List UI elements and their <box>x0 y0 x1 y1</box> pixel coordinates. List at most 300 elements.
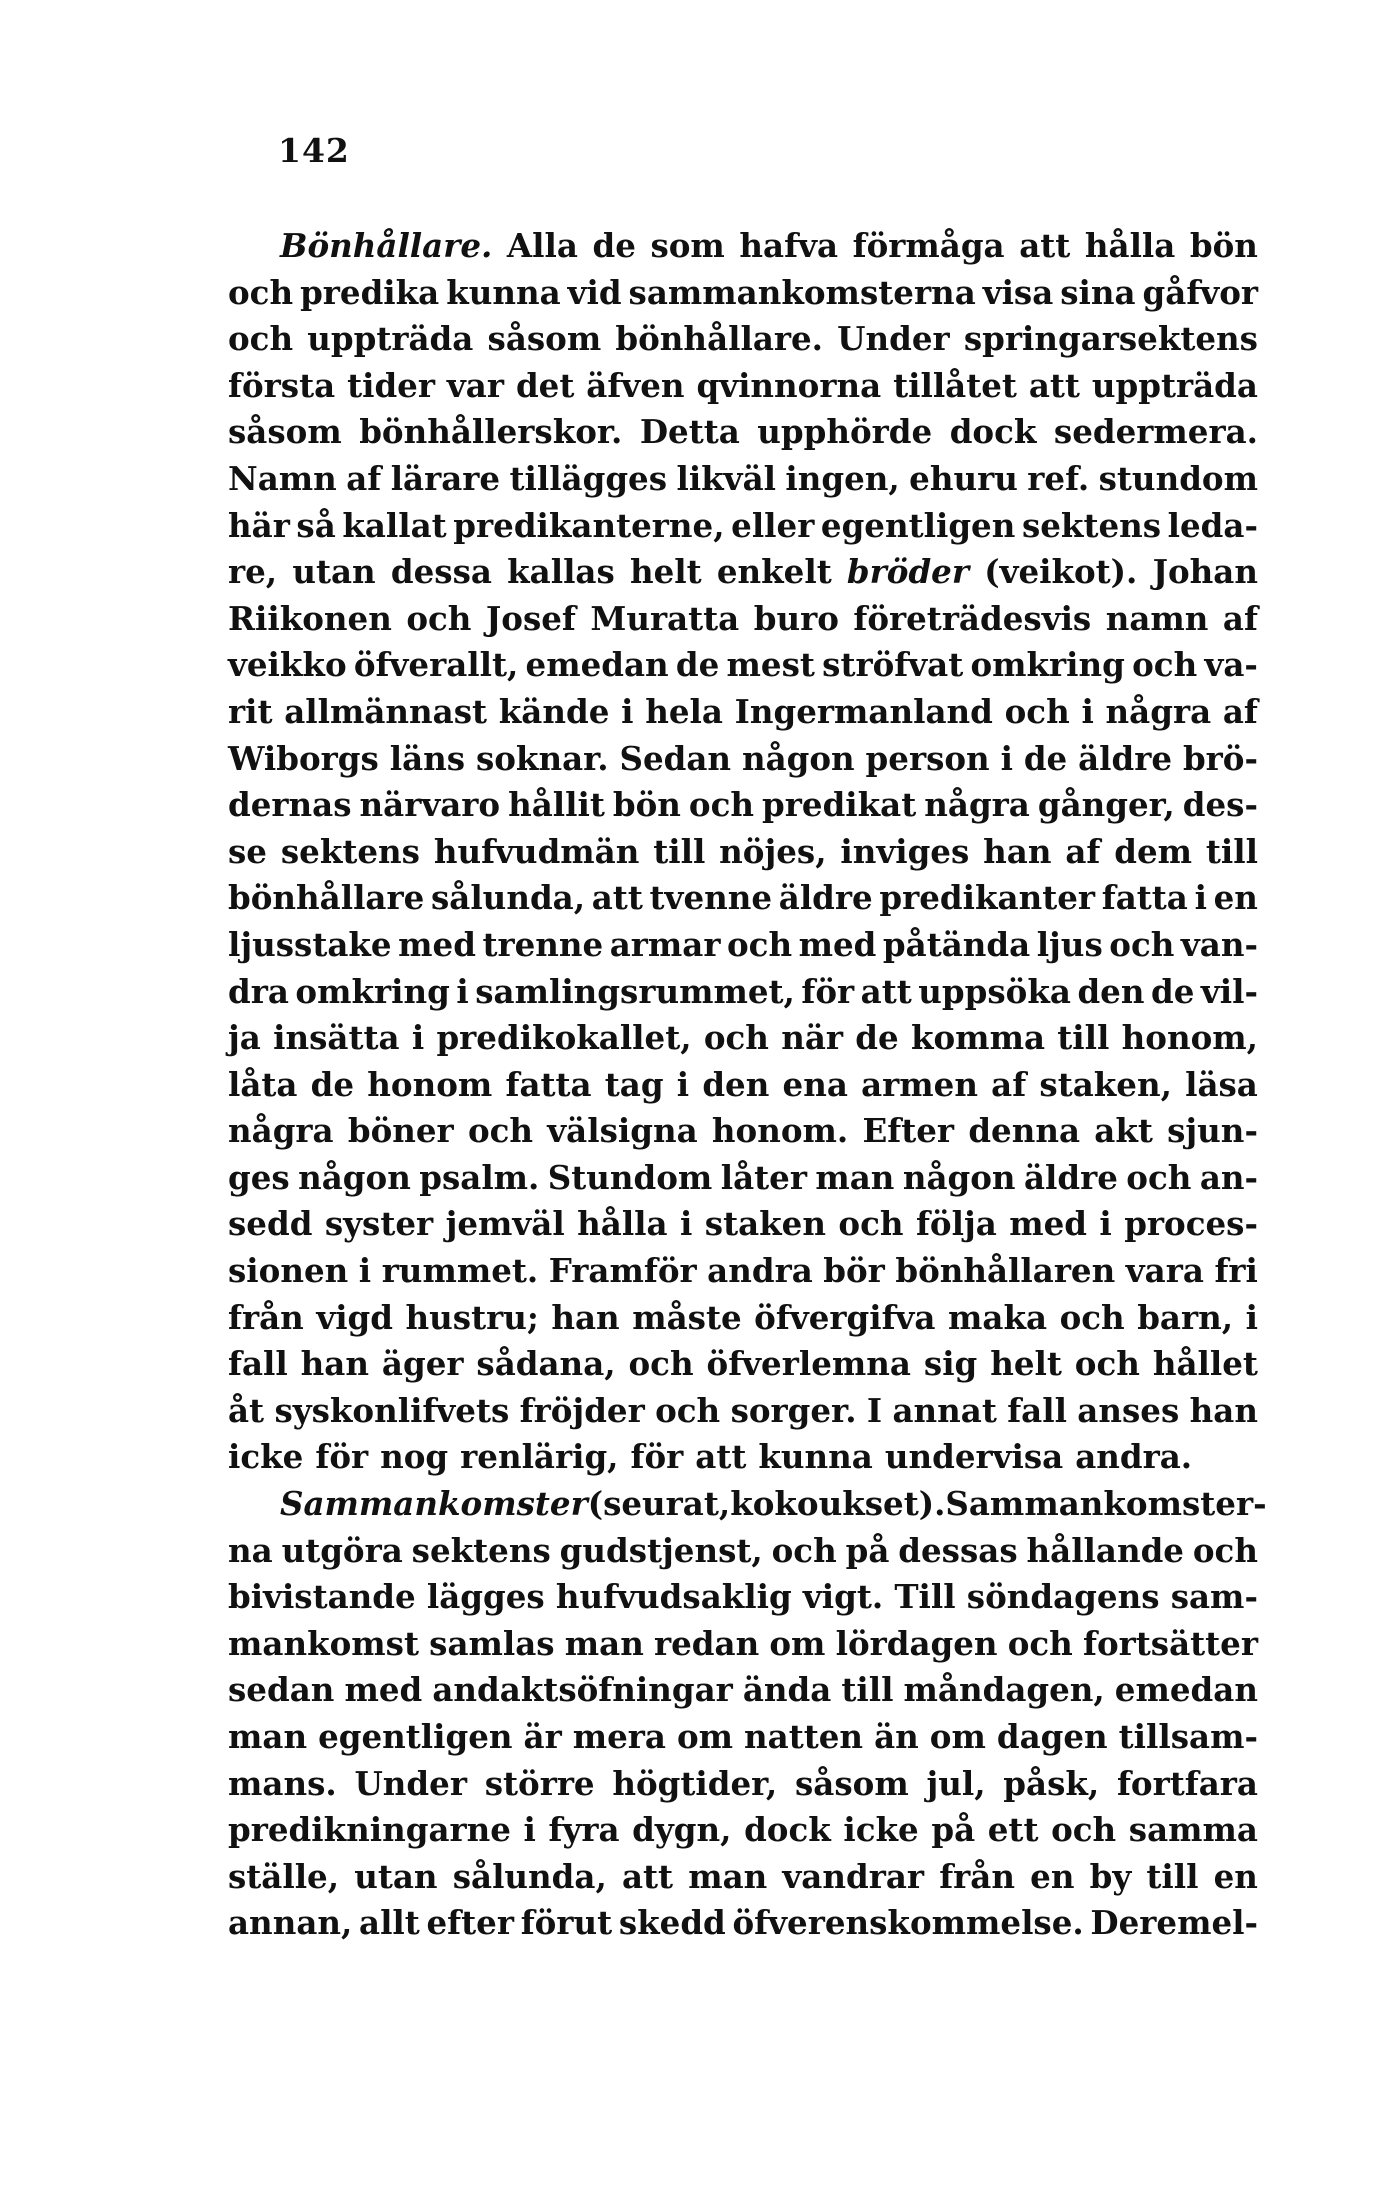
word: dygn, <box>632 1810 732 1850</box>
word: lördagen <box>835 1623 998 1663</box>
word: vid <box>567 272 622 312</box>
word: hålla <box>1084 226 1176 265</box>
text-line <box>228 363 1258 410</box>
word: i <box>676 1064 690 1104</box>
word: bivistande <box>228 1577 416 1617</box>
word: i <box>523 1810 536 1850</box>
word: för <box>630 1437 684 1477</box>
text-line <box>228 875 1258 922</box>
word: af <box>1065 831 1101 871</box>
word: och <box>467 1111 534 1151</box>
word: dem <box>1114 831 1193 871</box>
word: af <box>991 1064 1027 1104</box>
word: några <box>228 1111 334 1151</box>
word: dagen <box>996 1717 1108 1756</box>
word: brö- <box>1182 738 1258 778</box>
word: välsigna <box>547 1111 698 1151</box>
word: högtider, <box>612 1763 778 1803</box>
word: armen <box>861 1064 978 1104</box>
word: fyra <box>548 1810 620 1850</box>
word: nog <box>380 1437 449 1477</box>
text-line <box>228 1248 1258 1295</box>
word: några <box>1105 691 1212 731</box>
word: undervisa <box>884 1437 1064 1477</box>
term-bonhallare: Bönhållare. <box>280 226 493 265</box>
text-line <box>228 596 1258 643</box>
word: i <box>621 691 634 731</box>
word: sammankomsterna <box>628 272 976 312</box>
text-line <box>228 689 1258 736</box>
word: och <box>726 924 793 964</box>
word: förut <box>520 1903 613 1943</box>
word: än <box>874 1717 919 1756</box>
word: sektens <box>411 1530 551 1570</box>
word: förmåga <box>852 226 1005 265</box>
word: omkring <box>295 971 450 1011</box>
word: sedermera. <box>1053 412 1258 452</box>
word: rummet. <box>381 1251 539 1291</box>
word: van- <box>1180 924 1258 964</box>
word: öfvergifva <box>754 1297 936 1337</box>
word: närvaro <box>359 785 501 825</box>
text-line <box>228 1667 1258 1714</box>
word: (veikot). <box>984 552 1138 592</box>
word: till <box>653 831 706 871</box>
word: han <box>983 831 1052 871</box>
word: här <box>228 505 290 545</box>
word: från <box>228 1297 304 1337</box>
text-line <box>228 1714 1258 1761</box>
word: Stundom <box>547 1157 713 1197</box>
word: öfverenskommelse. <box>732 1903 1084 1943</box>
word: utan <box>292 552 376 592</box>
word: hafva <box>739 226 839 265</box>
text-line <box>228 736 1258 783</box>
word: ges <box>228 1157 290 1197</box>
word: är <box>523 1717 562 1756</box>
text-line <box>228 1295 1258 1342</box>
text-line <box>228 1155 1258 1202</box>
word: sålunda, <box>452 1856 607 1896</box>
word: de <box>310 1064 355 1104</box>
word: hufvudsaklig <box>555 1577 792 1617</box>
word: af <box>1222 691 1258 731</box>
word: ända <box>742 1670 832 1710</box>
word: omkring <box>970 645 1125 685</box>
word: bönhållaren <box>895 1251 1116 1291</box>
word: af <box>346 458 382 498</box>
word: Under <box>837 319 950 359</box>
word: sedan <box>228 1670 335 1710</box>
word: annat <box>892 1390 997 1430</box>
word: fortfara <box>1116 1763 1258 1803</box>
word: någon <box>298 1157 411 1197</box>
word: och <box>228 272 294 312</box>
word: predika <box>300 272 440 312</box>
word: stundom <box>1098 458 1258 498</box>
word: om <box>929 1717 986 1756</box>
term-broder: bröder <box>846 552 969 592</box>
word: att <box>1019 226 1071 265</box>
word: han <box>300 1344 369 1384</box>
text-line <box>228 1528 1258 1575</box>
word: de <box>592 226 636 265</box>
word: andra. <box>1075 1437 1193 1477</box>
text-line <box>228 549 1258 596</box>
word: buro <box>753 598 839 638</box>
word: Detta <box>639 412 740 452</box>
word: sorger. <box>730 1390 857 1430</box>
word: fortsätter <box>1082 1623 1258 1663</box>
body-text <box>228 223 1267 1947</box>
word: mans. <box>228 1763 337 1803</box>
word: som <box>650 226 725 265</box>
word: inviges <box>840 831 970 871</box>
word: och <box>1051 1810 1117 1850</box>
word: tillsam- <box>1118 1717 1258 1756</box>
word: tillägges <box>509 458 668 498</box>
text-line <box>228 409 1258 456</box>
word: att <box>695 1437 747 1477</box>
word: se <box>228 831 267 871</box>
word: hålla <box>577 1204 668 1244</box>
word: såsom <box>795 1763 909 1803</box>
word: han <box>551 1297 620 1337</box>
word: tillåtet <box>893 365 1017 405</box>
word: egentligen <box>318 1717 513 1756</box>
word: komma <box>910 1018 1046 1058</box>
word: en <box>1030 1856 1075 1896</box>
word: vara <box>1125 1251 1204 1291</box>
text-line <box>228 1201 1258 1248</box>
word: ena <box>782 1064 848 1104</box>
word: tider <box>347 365 435 405</box>
word: allt <box>359 1903 420 1943</box>
word: i <box>1099 1204 1112 1244</box>
word: att <box>591 878 643 918</box>
word: Wiborgs <box>228 738 379 778</box>
page-number: 142 <box>278 131 350 170</box>
word: nöjes, <box>719 831 827 871</box>
word: man <box>564 1623 644 1663</box>
word: till <box>1057 1018 1110 1058</box>
word: kunna <box>446 272 561 312</box>
word: fall <box>228 1344 288 1384</box>
word: de <box>855 1018 899 1058</box>
word: jemväl <box>445 1204 565 1244</box>
word: veikko <box>228 645 347 685</box>
word: vil- <box>1200 971 1258 1011</box>
word: hållande <box>1026 1530 1184 1570</box>
word: leda- <box>1167 505 1258 545</box>
text-line <box>228 922 1258 969</box>
word: i <box>1194 878 1207 918</box>
word: större <box>484 1763 595 1803</box>
word: bönhållare <box>228 878 425 918</box>
word: Efter <box>862 1111 955 1151</box>
word: samma <box>1128 1810 1258 1850</box>
word: sina <box>1060 272 1136 312</box>
word: predikanterne, <box>453 505 725 545</box>
word: jul, <box>926 1763 986 1803</box>
text-line <box>228 782 1258 829</box>
word: redan <box>653 1623 760 1663</box>
text-line <box>228 1108 1258 1155</box>
word: mest <box>726 645 815 685</box>
word: andra <box>707 1251 813 1291</box>
word: uppträda <box>1091 365 1258 405</box>
word: Josef <box>485 598 576 638</box>
word: ljusstake <box>228 924 392 964</box>
paragraph-sammankomster <box>228 1481 1267 1947</box>
word: kokoukset). <box>730 1484 946 1524</box>
word: att <box>860 971 912 1011</box>
text-line <box>228 642 1258 689</box>
word: äldre <box>1078 738 1173 778</box>
word: man <box>815 1157 895 1197</box>
word: vigt. <box>802 1577 884 1617</box>
word: så <box>296 505 336 545</box>
word: honom. <box>711 1111 849 1151</box>
word: bön <box>1189 226 1258 265</box>
word: på <box>931 1810 976 1850</box>
word: sjun- <box>1167 1111 1258 1151</box>
word: Sammankomster- <box>945 1484 1267 1524</box>
word: Deremel- <box>1090 1903 1258 1943</box>
word: i <box>1081 691 1094 731</box>
word: mera <box>572 1717 666 1756</box>
word: sålunda, <box>430 878 586 918</box>
word: ingen, <box>785 458 900 498</box>
word: Till <box>894 1577 956 1617</box>
word: uppsöka <box>918 971 1071 1011</box>
word: efter <box>426 1903 514 1943</box>
word: och <box>1132 645 1198 685</box>
word: vandrar <box>782 1856 925 1896</box>
word: sedd <box>228 1204 313 1244</box>
word: påtända <box>882 924 1031 964</box>
word: en <box>1213 878 1258 918</box>
word: renlärig, <box>460 1437 619 1477</box>
word: Framför <box>548 1251 697 1291</box>
word: och <box>655 1390 721 1430</box>
word: lägges <box>426 1577 545 1617</box>
word: sektens <box>280 831 420 871</box>
text-line <box>228 270 1258 317</box>
text-line <box>228 1341 1258 1388</box>
word: gudstjenst, <box>559 1530 763 1570</box>
word: vigd <box>316 1297 393 1337</box>
word: dessa <box>390 552 492 592</box>
word: någon <box>741 738 855 778</box>
word: med <box>398 924 476 964</box>
word: kallas <box>507 552 615 592</box>
text-line <box>228 1388 1258 1435</box>
word: och <box>1109 924 1175 964</box>
word: och <box>406 598 472 638</box>
word: till <box>1205 831 1258 871</box>
word: sam- <box>1170 1577 1258 1617</box>
word: Sedan <box>619 738 732 778</box>
word: I <box>866 1390 883 1430</box>
word: och <box>1059 1297 1125 1337</box>
word: sektens <box>1021 505 1162 545</box>
word: öfverlemna <box>706 1344 911 1384</box>
word: för <box>801 971 855 1011</box>
word: han <box>1189 1390 1258 1430</box>
word: psalm. <box>419 1157 540 1197</box>
word: man <box>688 1856 768 1896</box>
text-line <box>228 969 1258 1016</box>
word: Under <box>354 1763 467 1803</box>
word: måndagen, <box>903 1670 1105 1710</box>
word: dock <box>949 412 1037 452</box>
word: från <box>939 1856 1015 1896</box>
word: äldre <box>778 878 873 918</box>
word: honom <box>367 1064 493 1104</box>
word: och <box>688 785 755 825</box>
word: dessas <box>898 1530 1018 1570</box>
word: och <box>228 319 294 359</box>
word: maka <box>948 1297 1048 1337</box>
word: springarsektens <box>963 319 1258 359</box>
word: såsom <box>487 319 602 359</box>
word: emedan <box>525 645 669 685</box>
word: hållit <box>508 785 605 825</box>
word: utgöra <box>281 1530 403 1570</box>
word: första <box>228 365 336 405</box>
word: staken <box>704 1204 826 1244</box>
word: med <box>344 1670 423 1710</box>
word: i <box>411 1018 425 1058</box>
word: företrädesvis <box>853 598 1092 638</box>
word: visa <box>982 272 1054 312</box>
word: kallat <box>342 505 447 545</box>
word: likväl <box>676 458 776 498</box>
word: enkelt <box>716 552 832 592</box>
word: Ingermanland <box>734 691 993 731</box>
word: man <box>228 1717 308 1756</box>
word: rit <box>228 691 273 731</box>
word: med <box>798 924 877 964</box>
word: påsk, <box>1003 1763 1100 1803</box>
word: akt <box>1094 1111 1153 1151</box>
word: i <box>456 971 469 1011</box>
word: predikningarne <box>228 1810 511 1850</box>
word: sådana, <box>476 1344 616 1384</box>
word: måste <box>632 1297 742 1337</box>
word: bönhållerskor. <box>359 412 623 452</box>
text-line <box>228 1807 1258 1854</box>
word: böner <box>347 1111 454 1151</box>
word: för <box>315 1437 369 1477</box>
word: mankomst <box>228 1623 419 1663</box>
word: i <box>358 1251 372 1291</box>
word: helt <box>990 1344 1062 1384</box>
word: emedan <box>1114 1670 1258 1710</box>
word: annan, <box>228 1903 353 1943</box>
word: honom, <box>1121 1018 1258 1058</box>
text-line <box>228 1434 1258 1481</box>
word: äldre <box>1023 1157 1118 1197</box>
word: barn, <box>1137 1297 1234 1337</box>
text-line <box>228 1761 1258 1808</box>
word: predikanter <box>879 878 1096 918</box>
word: lärare <box>390 458 501 498</box>
word: samlingsrummet, <box>475 971 795 1011</box>
word: och <box>1004 691 1070 731</box>
word: ett <box>987 1810 1039 1850</box>
word: staken, <box>1039 1064 1172 1104</box>
word: åt <box>228 1390 265 1430</box>
word: läsa <box>1185 1064 1258 1104</box>
word: egentligen <box>820 505 1016 545</box>
word: Namn <box>228 458 337 498</box>
word: icke <box>843 1810 919 1850</box>
word: dra <box>228 971 289 1011</box>
word: syskonlifvets <box>274 1390 510 1430</box>
word: allmännast <box>284 691 488 731</box>
word: låter <box>720 1157 807 1197</box>
word: anses <box>1077 1390 1180 1430</box>
word: äfven <box>586 365 685 405</box>
word: predikokallet, <box>436 1018 692 1058</box>
word: samlas <box>429 1623 555 1663</box>
word: fall <box>1007 1390 1067 1430</box>
word: syster <box>324 1204 434 1244</box>
word: namn <box>1105 598 1209 638</box>
word: fröjder <box>519 1390 645 1430</box>
text-line <box>228 1481 1267 1528</box>
word: följa <box>915 1204 997 1244</box>
text-line <box>228 223 1258 270</box>
word: insätta <box>273 1018 400 1058</box>
word: fatta <box>1101 878 1188 918</box>
text-line <box>228 829 1258 876</box>
word: ljus <box>1036 924 1103 964</box>
word: tag <box>604 1064 664 1104</box>
word: trenne <box>482 924 604 964</box>
word: Johan <box>1152 552 1258 592</box>
word: gånger, <box>1037 785 1175 825</box>
word: och <box>1126 1157 1192 1197</box>
word: hela <box>645 691 723 731</box>
word: i <box>1000 738 1013 778</box>
word: Riikonen <box>228 598 392 638</box>
word: ströfvat <box>822 645 964 685</box>
word: en <box>1213 1856 1258 1896</box>
text-line <box>228 1062 1258 1109</box>
word: de <box>1150 971 1195 1011</box>
text-line <box>228 316 1258 363</box>
word: äger <box>381 1344 464 1384</box>
word: på <box>845 1530 890 1570</box>
word: denna <box>968 1111 1081 1151</box>
word: och <box>703 1018 769 1058</box>
word: predikat <box>762 785 917 825</box>
word: icke <box>228 1437 304 1477</box>
word: låta <box>228 1064 298 1104</box>
text-line <box>228 456 1258 503</box>
word: bön <box>612 785 681 825</box>
word: fri <box>1214 1251 1258 1291</box>
word: gåfvor <box>1142 272 1258 312</box>
word: proces- <box>1124 1204 1258 1244</box>
word: ref. <box>1027 458 1090 498</box>
word: hustru; <box>405 1297 539 1337</box>
word: natten <box>744 1717 864 1756</box>
text-line <box>228 1621 1258 1668</box>
